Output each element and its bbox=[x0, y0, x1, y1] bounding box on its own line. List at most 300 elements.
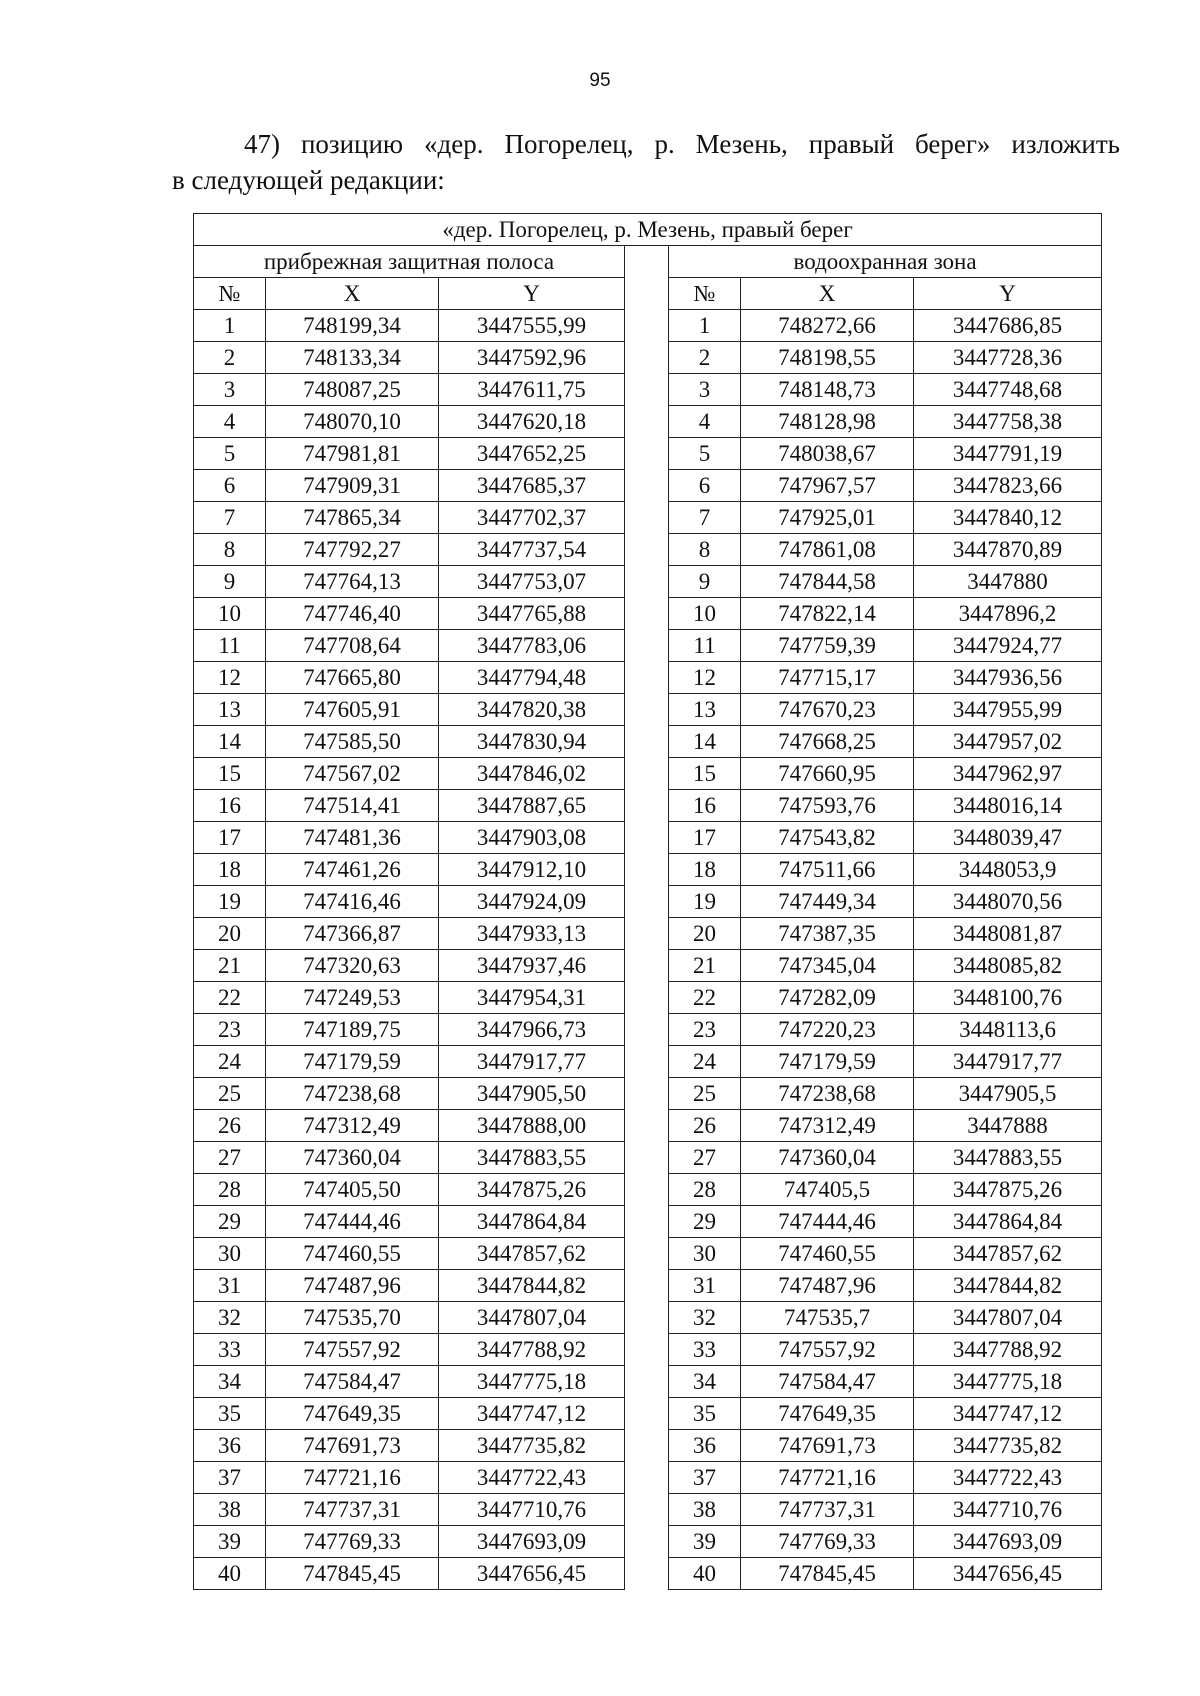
left-number-cell: 17 bbox=[194, 822, 266, 854]
left-number-cell: 29 bbox=[194, 1206, 266, 1238]
table-row bbox=[194, 662, 1102, 694]
table-row bbox=[194, 310, 1102, 342]
column-gap bbox=[625, 374, 669, 406]
right-number-cell: 4 bbox=[669, 406, 741, 438]
table-row bbox=[194, 566, 1102, 598]
right-x-cell: 747405,5 bbox=[741, 1174, 914, 1206]
left-number-cell: 22 bbox=[194, 982, 266, 1014]
table-row bbox=[194, 1014, 1102, 1046]
right-y-cell: 3447722,43 bbox=[914, 1462, 1102, 1494]
column-gap bbox=[625, 694, 669, 726]
table-row bbox=[194, 502, 1102, 534]
table-row bbox=[194, 1462, 1102, 1494]
column-gap bbox=[625, 598, 669, 630]
left-number-cell: 1 bbox=[194, 310, 266, 342]
table-row bbox=[194, 822, 1102, 854]
left-number-cell: 6 bbox=[194, 470, 266, 502]
left-number-cell: 33 bbox=[194, 1334, 266, 1366]
right-number-cell: 30 bbox=[669, 1238, 741, 1270]
left-y-cell: 3447611,75 bbox=[439, 374, 625, 406]
left-x-cell: 747737,31 bbox=[266, 1494, 439, 1526]
left-y-cell: 3447710,76 bbox=[439, 1494, 625, 1526]
left-x-cell: 747665,80 bbox=[266, 662, 439, 694]
left-number-cell: 11 bbox=[194, 630, 266, 662]
left-x-cell: 747584,47 bbox=[266, 1366, 439, 1398]
right-number-cell: 9 bbox=[669, 566, 741, 598]
column-gap bbox=[625, 1334, 669, 1366]
left-number-header: № bbox=[194, 278, 266, 310]
table-row bbox=[194, 438, 1102, 470]
left-x-cell: 747792,27 bbox=[266, 534, 439, 566]
left-y-cell: 3447933,13 bbox=[439, 918, 625, 950]
left-number-cell: 5 bbox=[194, 438, 266, 470]
left-number-cell: 34 bbox=[194, 1366, 266, 1398]
right-number-cell: 11 bbox=[669, 630, 741, 662]
left-x-cell: 747416,46 bbox=[266, 886, 439, 918]
right-x-cell: 747179,59 bbox=[741, 1046, 914, 1078]
right-y-header: Y bbox=[914, 278, 1102, 310]
left-x-cell: 747320,63 bbox=[266, 950, 439, 982]
right-number-cell: 21 bbox=[669, 950, 741, 982]
column-gap bbox=[625, 918, 669, 950]
right-number-cell: 39 bbox=[669, 1526, 741, 1558]
table-row bbox=[194, 1238, 1102, 1270]
coastal-protective-strip-header: прибрежная защитная полоса bbox=[194, 246, 625, 278]
column-gap bbox=[625, 502, 669, 534]
right-y-cell: 3447870,89 bbox=[914, 534, 1102, 566]
right-y-cell: 3447775,18 bbox=[914, 1366, 1102, 1398]
left-number-cell: 25 bbox=[194, 1078, 266, 1110]
left-number-cell: 8 bbox=[194, 534, 266, 566]
left-x-cell: 748133,34 bbox=[266, 342, 439, 374]
right-x-cell: 747557,92 bbox=[741, 1334, 914, 1366]
right-x-cell: 747593,76 bbox=[741, 790, 914, 822]
left-x-cell: 747405,50 bbox=[266, 1174, 439, 1206]
right-number-cell: 6 bbox=[669, 470, 741, 502]
left-y-header: Y bbox=[439, 278, 625, 310]
left-number-cell: 7 bbox=[194, 502, 266, 534]
coordinates-table bbox=[193, 213, 1102, 1590]
left-y-cell: 3447783,06 bbox=[439, 630, 625, 662]
left-x-cell: 748199,34 bbox=[266, 310, 439, 342]
left-x-cell: 747312,49 bbox=[266, 1110, 439, 1142]
right-x-cell: 747487,96 bbox=[741, 1270, 914, 1302]
table-row bbox=[194, 406, 1102, 438]
right-x-cell: 747715,17 bbox=[741, 662, 914, 694]
right-number-cell: 37 bbox=[669, 1462, 741, 1494]
table-title-row bbox=[194, 214, 1102, 246]
column-gap bbox=[625, 310, 669, 342]
left-x-cell: 747865,34 bbox=[266, 502, 439, 534]
right-y-cell: 3447962,97 bbox=[914, 758, 1102, 790]
table-row bbox=[194, 1334, 1102, 1366]
table-row bbox=[194, 342, 1102, 374]
left-number-cell: 32 bbox=[194, 1302, 266, 1334]
right-x-cell: 747668,25 bbox=[741, 726, 914, 758]
page-number: 95 bbox=[589, 70, 611, 91]
right-x-cell: 747660,95 bbox=[741, 758, 914, 790]
right-x-cell: 747543,82 bbox=[741, 822, 914, 854]
left-y-cell: 3447794,48 bbox=[439, 662, 625, 694]
left-x-cell: 747585,50 bbox=[266, 726, 439, 758]
intro-line-1: 47) позицию «дер. Погорелец, р. Мезень, правый берег» изложить bbox=[244, 129, 1120, 159]
left-x-cell: 748087,25 bbox=[266, 374, 439, 406]
table-row bbox=[194, 694, 1102, 726]
right-y-cell: 3448053,9 bbox=[914, 854, 1102, 886]
left-x-cell: 747746,40 bbox=[266, 598, 439, 630]
column-gap bbox=[625, 758, 669, 790]
right-y-cell: 3447735,82 bbox=[914, 1430, 1102, 1462]
table-row bbox=[194, 1366, 1102, 1398]
right-number-cell: 40 bbox=[669, 1558, 741, 1590]
right-number-cell: 15 bbox=[669, 758, 741, 790]
left-number-cell: 15 bbox=[194, 758, 266, 790]
column-gap bbox=[625, 854, 669, 886]
water-protection-zone-header: водоохранная зона bbox=[669, 246, 1102, 278]
right-y-cell: 3447896,2 bbox=[914, 598, 1102, 630]
left-y-cell: 3447864,84 bbox=[439, 1206, 625, 1238]
right-x-cell: 747449,34 bbox=[741, 886, 914, 918]
right-y-cell: 3447840,12 bbox=[914, 502, 1102, 534]
left-y-cell: 3447844,82 bbox=[439, 1270, 625, 1302]
right-y-cell: 3448081,87 bbox=[914, 918, 1102, 950]
table-row bbox=[194, 374, 1102, 406]
right-number-cell: 14 bbox=[669, 726, 741, 758]
right-y-cell: 3447748,68 bbox=[914, 374, 1102, 406]
right-x-cell: 747691,73 bbox=[741, 1430, 914, 1462]
right-y-cell: 3447823,66 bbox=[914, 470, 1102, 502]
left-x-cell: 747481,36 bbox=[266, 822, 439, 854]
column-gap bbox=[625, 1238, 669, 1270]
left-x-cell: 747557,92 bbox=[266, 1334, 439, 1366]
right-number-cell: 16 bbox=[669, 790, 741, 822]
right-y-cell: 3447844,82 bbox=[914, 1270, 1102, 1302]
right-y-cell: 3447686,85 bbox=[914, 310, 1102, 342]
table-row bbox=[194, 534, 1102, 566]
right-number-cell: 29 bbox=[669, 1206, 741, 1238]
right-y-cell: 3448113,6 bbox=[914, 1014, 1102, 1046]
left-x-cell: 747189,75 bbox=[266, 1014, 439, 1046]
left-y-cell: 3447917,77 bbox=[439, 1046, 625, 1078]
table-row bbox=[194, 790, 1102, 822]
left-y-cell: 3447954,31 bbox=[439, 982, 625, 1014]
column-gap bbox=[625, 1110, 669, 1142]
left-x-cell: 747249,53 bbox=[266, 982, 439, 1014]
table-row bbox=[194, 726, 1102, 758]
right-y-cell: 3448070,56 bbox=[914, 886, 1102, 918]
left-x-cell: 747909,31 bbox=[266, 470, 439, 502]
column-gap bbox=[625, 1014, 669, 1046]
right-number-cell: 25 bbox=[669, 1078, 741, 1110]
left-y-cell: 3447857,62 bbox=[439, 1238, 625, 1270]
left-y-cell: 3447903,08 bbox=[439, 822, 625, 854]
right-number-cell: 24 bbox=[669, 1046, 741, 1078]
right-x-cell: 748128,98 bbox=[741, 406, 914, 438]
right-x-cell: 747282,09 bbox=[741, 982, 914, 1014]
table-row bbox=[194, 1398, 1102, 1430]
left-y-cell: 3447924,09 bbox=[439, 886, 625, 918]
column-gap bbox=[625, 1078, 669, 1110]
right-y-cell: 3447880 bbox=[914, 566, 1102, 598]
column-gap bbox=[625, 1558, 669, 1590]
left-number-cell: 19 bbox=[194, 886, 266, 918]
left-y-cell: 3447735,82 bbox=[439, 1430, 625, 1462]
right-number-cell: 35 bbox=[669, 1398, 741, 1430]
column-gap bbox=[625, 1526, 669, 1558]
right-y-cell: 3447728,36 bbox=[914, 342, 1102, 374]
left-x-cell: 747461,26 bbox=[266, 854, 439, 886]
right-x-cell: 747238,68 bbox=[741, 1078, 914, 1110]
left-y-cell: 3447905,50 bbox=[439, 1078, 625, 1110]
left-number-cell: 27 bbox=[194, 1142, 266, 1174]
right-number-cell: 1 bbox=[669, 310, 741, 342]
right-y-cell: 3447955,99 bbox=[914, 694, 1102, 726]
left-x-header: X bbox=[266, 278, 439, 310]
left-y-cell: 3447883,55 bbox=[439, 1142, 625, 1174]
table-row bbox=[194, 1302, 1102, 1334]
column-gap bbox=[625, 566, 669, 598]
table-row bbox=[194, 886, 1102, 918]
right-y-cell: 3447888 bbox=[914, 1110, 1102, 1142]
column-gap bbox=[625, 534, 669, 566]
left-x-cell: 747649,35 bbox=[266, 1398, 439, 1430]
right-x-cell: 747511,66 bbox=[741, 854, 914, 886]
right-x-header: X bbox=[741, 278, 914, 310]
left-y-cell: 3447555,99 bbox=[439, 310, 625, 342]
left-y-cell: 3447937,46 bbox=[439, 950, 625, 982]
right-y-cell: 3447656,45 bbox=[914, 1558, 1102, 1590]
left-x-cell: 747769,33 bbox=[266, 1526, 439, 1558]
right-x-cell: 747844,58 bbox=[741, 566, 914, 598]
column-gap bbox=[625, 822, 669, 854]
left-x-cell: 747605,91 bbox=[266, 694, 439, 726]
table-row bbox=[194, 1526, 1102, 1558]
right-number-cell: 32 bbox=[669, 1302, 741, 1334]
column-gap bbox=[625, 1206, 669, 1238]
right-y-cell: 3447857,62 bbox=[914, 1238, 1102, 1270]
right-number-cell: 20 bbox=[669, 918, 741, 950]
left-y-cell: 3447775,18 bbox=[439, 1366, 625, 1398]
column-gap bbox=[625, 278, 669, 310]
right-number-header: № bbox=[669, 278, 741, 310]
right-number-cell: 28 bbox=[669, 1174, 741, 1206]
left-x-cell: 748070,10 bbox=[266, 406, 439, 438]
left-number-cell: 18 bbox=[194, 854, 266, 886]
column-gap bbox=[625, 1398, 669, 1430]
right-number-cell: 31 bbox=[669, 1270, 741, 1302]
left-y-cell: 3447693,09 bbox=[439, 1526, 625, 1558]
column-gap bbox=[625, 1302, 669, 1334]
left-y-cell: 3447807,04 bbox=[439, 1302, 625, 1334]
left-number-cell: 9 bbox=[194, 566, 266, 598]
left-number-cell: 4 bbox=[194, 406, 266, 438]
left-y-cell: 3447652,25 bbox=[439, 438, 625, 470]
left-y-cell: 3447966,73 bbox=[439, 1014, 625, 1046]
right-x-cell: 747759,39 bbox=[741, 630, 914, 662]
table-row bbox=[194, 1270, 1102, 1302]
column-gap bbox=[625, 886, 669, 918]
right-number-cell: 8 bbox=[669, 534, 741, 566]
right-x-cell: 747360,04 bbox=[741, 1142, 914, 1174]
left-y-cell: 3447656,45 bbox=[439, 1558, 625, 1590]
left-number-cell: 12 bbox=[194, 662, 266, 694]
left-x-cell: 747981,81 bbox=[266, 438, 439, 470]
left-number-cell: 26 bbox=[194, 1110, 266, 1142]
column-gap bbox=[625, 790, 669, 822]
table-row bbox=[194, 1078, 1102, 1110]
column-gap bbox=[625, 1462, 669, 1494]
left-y-cell: 3447620,18 bbox=[439, 406, 625, 438]
left-number-cell: 10 bbox=[194, 598, 266, 630]
column-gap bbox=[625, 950, 669, 982]
table-row bbox=[194, 1206, 1102, 1238]
right-number-cell: 23 bbox=[669, 1014, 741, 1046]
table-row bbox=[194, 854, 1102, 886]
column-gap bbox=[625, 982, 669, 1014]
right-number-cell: 19 bbox=[669, 886, 741, 918]
left-number-cell: 36 bbox=[194, 1430, 266, 1462]
right-y-cell: 3447957,02 bbox=[914, 726, 1102, 758]
table-row bbox=[194, 758, 1102, 790]
left-y-cell: 3447820,38 bbox=[439, 694, 625, 726]
right-number-cell: 18 bbox=[669, 854, 741, 886]
right-x-cell: 748148,73 bbox=[741, 374, 914, 406]
right-y-cell: 3448039,47 bbox=[914, 822, 1102, 854]
right-number-cell: 3 bbox=[669, 374, 741, 406]
left-number-cell: 20 bbox=[194, 918, 266, 950]
right-number-cell: 5 bbox=[669, 438, 741, 470]
table-row bbox=[194, 982, 1102, 1014]
column-gap bbox=[625, 438, 669, 470]
right-number-cell: 26 bbox=[669, 1110, 741, 1142]
table-title: «дер. Погорелец, р. Мезень, правый берег bbox=[194, 214, 1102, 246]
column-gap bbox=[625, 726, 669, 758]
left-number-cell: 37 bbox=[194, 1462, 266, 1494]
left-number-cell: 30 bbox=[194, 1238, 266, 1270]
coordinates-table-body bbox=[194, 214, 1102, 1590]
left-x-cell: 747721,16 bbox=[266, 1462, 439, 1494]
right-y-cell: 3448100,76 bbox=[914, 982, 1102, 1014]
left-y-cell: 3447737,54 bbox=[439, 534, 625, 566]
left-x-cell: 747764,13 bbox=[266, 566, 439, 598]
right-y-cell: 3447758,38 bbox=[914, 406, 1102, 438]
table-row bbox=[194, 950, 1102, 982]
column-gap bbox=[625, 630, 669, 662]
left-y-cell: 3447830,94 bbox=[439, 726, 625, 758]
right-y-cell: 3447710,76 bbox=[914, 1494, 1102, 1526]
table-row bbox=[194, 1174, 1102, 1206]
right-y-cell: 3447747,12 bbox=[914, 1398, 1102, 1430]
right-x-cell: 747220,23 bbox=[741, 1014, 914, 1046]
right-number-cell: 27 bbox=[669, 1142, 741, 1174]
right-y-cell: 3447693,09 bbox=[914, 1526, 1102, 1558]
left-number-cell: 16 bbox=[194, 790, 266, 822]
left-number-cell: 40 bbox=[194, 1558, 266, 1590]
right-y-cell: 3447917,77 bbox=[914, 1046, 1102, 1078]
right-y-cell: 3447807,04 bbox=[914, 1302, 1102, 1334]
table-row bbox=[194, 1494, 1102, 1526]
right-x-cell: 747822,14 bbox=[741, 598, 914, 630]
table-row bbox=[194, 1110, 1102, 1142]
left-number-cell: 35 bbox=[194, 1398, 266, 1430]
right-number-cell: 36 bbox=[669, 1430, 741, 1462]
right-number-cell: 33 bbox=[669, 1334, 741, 1366]
left-y-cell: 3447765,88 bbox=[439, 598, 625, 630]
table-row bbox=[194, 630, 1102, 662]
left-y-cell: 3447788,92 bbox=[439, 1334, 625, 1366]
table-row bbox=[194, 918, 1102, 950]
right-number-cell: 10 bbox=[669, 598, 741, 630]
left-x-cell: 747238,68 bbox=[266, 1078, 439, 1110]
left-x-cell: 747179,59 bbox=[266, 1046, 439, 1078]
column-gap bbox=[625, 1046, 669, 1078]
left-number-cell: 13 bbox=[194, 694, 266, 726]
left-y-cell: 3447912,10 bbox=[439, 854, 625, 886]
left-y-cell: 3447592,96 bbox=[439, 342, 625, 374]
left-y-cell: 3447887,65 bbox=[439, 790, 625, 822]
right-x-cell: 748272,66 bbox=[741, 310, 914, 342]
right-x-cell: 747345,04 bbox=[741, 950, 914, 982]
right-number-cell: 22 bbox=[669, 982, 741, 1014]
right-x-cell: 748038,67 bbox=[741, 438, 914, 470]
right-number-cell: 7 bbox=[669, 502, 741, 534]
left-y-cell: 3447722,43 bbox=[439, 1462, 625, 1494]
right-y-cell: 3447788,92 bbox=[914, 1334, 1102, 1366]
left-number-cell: 31 bbox=[194, 1270, 266, 1302]
right-x-cell: 747584,47 bbox=[741, 1366, 914, 1398]
right-y-cell: 3448085,82 bbox=[914, 950, 1102, 982]
column-gap bbox=[625, 1142, 669, 1174]
right-x-cell: 747444,46 bbox=[741, 1206, 914, 1238]
right-y-cell: 3448016,14 bbox=[914, 790, 1102, 822]
left-x-cell: 747460,55 bbox=[266, 1238, 439, 1270]
left-x-cell: 747444,46 bbox=[266, 1206, 439, 1238]
column-gap bbox=[625, 1270, 669, 1302]
table-row bbox=[194, 1558, 1102, 1590]
column-gap bbox=[625, 662, 669, 694]
table-row bbox=[194, 598, 1102, 630]
table-row bbox=[194, 1046, 1102, 1078]
left-number-cell: 3 bbox=[194, 374, 266, 406]
column-gap bbox=[625, 1494, 669, 1526]
column-gap bbox=[625, 246, 669, 278]
left-y-cell: 3447888,00 bbox=[439, 1110, 625, 1142]
left-x-cell: 747487,96 bbox=[266, 1270, 439, 1302]
left-y-cell: 3447747,12 bbox=[439, 1398, 625, 1430]
column-gap bbox=[625, 342, 669, 374]
intro-line-2: в следующей редакции: bbox=[172, 165, 445, 195]
left-x-cell: 747366,87 bbox=[266, 918, 439, 950]
left-x-cell: 747708,64 bbox=[266, 630, 439, 662]
column-gap bbox=[625, 406, 669, 438]
right-x-cell: 748198,55 bbox=[741, 342, 914, 374]
column-gap bbox=[625, 1174, 669, 1206]
table-row bbox=[194, 1430, 1102, 1462]
right-x-cell: 747737,31 bbox=[741, 1494, 914, 1526]
right-x-cell: 747460,55 bbox=[741, 1238, 914, 1270]
left-number-cell: 14 bbox=[194, 726, 266, 758]
right-x-cell: 747967,57 bbox=[741, 470, 914, 502]
left-x-cell: 747360,04 bbox=[266, 1142, 439, 1174]
right-x-cell: 747721,16 bbox=[741, 1462, 914, 1494]
section-header-row bbox=[194, 246, 1102, 278]
left-x-cell: 747514,41 bbox=[266, 790, 439, 822]
right-y-cell: 3447924,77 bbox=[914, 630, 1102, 662]
right-number-cell: 17 bbox=[669, 822, 741, 854]
left-x-cell: 747567,02 bbox=[266, 758, 439, 790]
table-row bbox=[194, 470, 1102, 502]
left-number-cell: 38 bbox=[194, 1494, 266, 1526]
